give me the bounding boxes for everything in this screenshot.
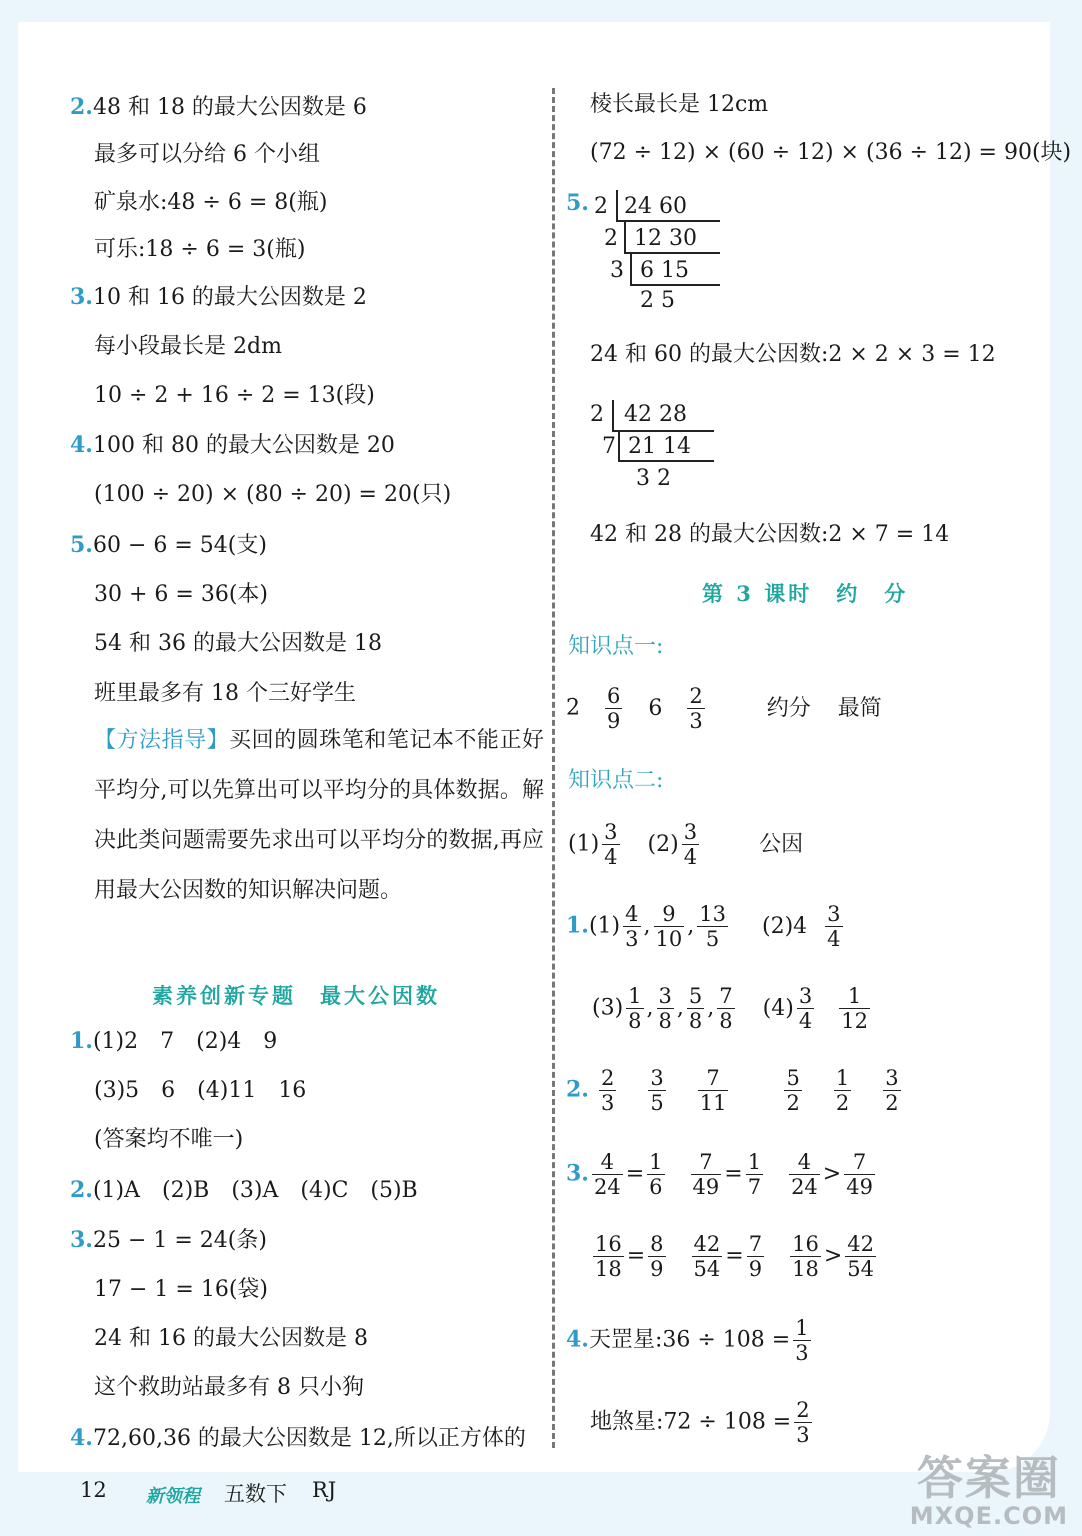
- divisor: 2: [590, 402, 604, 427]
- fraction: $\frac{1}{12}$: [841, 984, 868, 1033]
- item-number: 4.: [566, 1326, 589, 1353]
- left-s6: 17 − 1 = 16(袋): [94, 1277, 268, 1302]
- line-text: (1)2 7 (2)4 9: [92, 1029, 278, 1054]
- right-line-2: (72 ÷ 12) × (60 ÷ 12) × (36 ÷ 12) = 90(块): [590, 140, 1072, 165]
- item-number: 4.: [70, 1425, 93, 1451]
- fraction: $\frac{6}{9}$: [607, 684, 621, 733]
- left-s5: [70, 1225, 267, 1256]
- left-line-9: (100 ÷ 20) × (80 ÷ 20) = 20(只): [94, 482, 452, 507]
- quotient: 12 30: [634, 226, 697, 251]
- item-number: 5.: [70, 532, 93, 558]
- answer-text: 天罡星:36 ÷ 108 =: [588, 1327, 791, 1353]
- divisor: 3: [610, 258, 624, 283]
- left-line-7: 10 ÷ 2 + 16 ÷ 2 = 13(段): [94, 383, 375, 408]
- answer-text: 6: [648, 695, 663, 721]
- line-text: 48 和 18 的最大公因数是 6: [92, 95, 367, 120]
- left-line-5: [70, 282, 367, 313]
- left-s3: (答案均不唯一): [94, 1127, 244, 1152]
- fraction: $\frac{1}{6}$: [649, 1150, 663, 1199]
- divisor: 2: [604, 226, 618, 251]
- knowledge-point-1: 知识点一:: [568, 634, 664, 659]
- left-s1: [70, 1026, 277, 1057]
- left-line-8: [70, 430, 395, 461]
- left-s8: 这个救助站最多有 8 只小狗: [94, 1375, 364, 1400]
- final-quotient: 3 2: [636, 466, 671, 491]
- lesson-title: 第 3 课时 约 分: [702, 581, 909, 606]
- answer-3-row2: [590, 1232, 879, 1281]
- fraction: $\frac{1}{7}$: [747, 1150, 762, 1199]
- item-number: 1.: [70, 1028, 93, 1054]
- book-subject: 五数下: [224, 1482, 287, 1506]
- fraction: $\frac{2}{3}$: [600, 1066, 615, 1115]
- method-label: 【方法指导】: [94, 728, 230, 753]
- fraction: $\frac{4}{3}$: [625, 902, 639, 951]
- answer-text: (2)4: [761, 913, 808, 939]
- fraction: $\frac{5}{2}$: [786, 1066, 800, 1115]
- fraction: $\frac{7}{9}$: [748, 1232, 763, 1281]
- answer-text: (1): [588, 913, 621, 939]
- book-edition: RJ: [312, 1478, 337, 1502]
- item-number: 2.: [70, 94, 93, 120]
- left-s4: [70, 1175, 418, 1206]
- watermark-logo: 答案圈: [916, 1451, 1061, 1505]
- fraction: $\frac{4}{24}$: [593, 1150, 621, 1199]
- fraction: $\frac{2}{3}$: [689, 684, 703, 733]
- section-title: 素养创新专题 最大公因数: [152, 983, 440, 1008]
- left-s7: 24 和 16 的最大公因数是 8: [94, 1326, 368, 1351]
- method-guide: [94, 716, 544, 916]
- item-number: 3.: [70, 284, 93, 310]
- item-number: 3.: [70, 1227, 93, 1253]
- watermark: [909, 1451, 1068, 1530]
- left-line-3: 矿泉水:48 ÷ 6 = 8(瓶): [94, 190, 328, 215]
- knowledge-point-2: 知识点二:: [568, 768, 664, 793]
- fraction: $\frac{16}{18}$: [792, 1232, 819, 1281]
- operator: =: [724, 1161, 743, 1187]
- fraction: $\frac{2}{3}$: [796, 1398, 810, 1447]
- right-line-1: 棱长最长是 12cm: [590, 92, 769, 117]
- left-line-12: 54 和 36 的最大公因数是 18: [94, 631, 382, 656]
- kp2-answer: [568, 820, 803, 869]
- left-s2: (3)5 6 (4)11 16: [94, 1078, 307, 1103]
- left-line-1: [70, 92, 367, 123]
- fraction: $\frac{3}{8}$: [658, 984, 672, 1033]
- fraction: $\frac{13}{5}$: [699, 902, 726, 951]
- divisor: 2: [594, 194, 608, 219]
- left-s9: [70, 1423, 526, 1454]
- fraction: $\frac{7}{49}$: [692, 1150, 720, 1199]
- line-text: 25 − 1 = 24(条): [92, 1228, 267, 1253]
- page-number: 12: [80, 1478, 107, 1502]
- left-line-2: 最多可以分给 6 个小组: [94, 142, 320, 167]
- answer-text: (1): [568, 831, 600, 857]
- column-divider: [552, 88, 555, 1448]
- answer-text: 最简: [837, 695, 882, 721]
- kp1-answer: [566, 684, 882, 733]
- fraction: $\frac{4}{24}$: [791, 1150, 818, 1199]
- method-text: 买回的圆珠笔和笔记本不能正好平均分,可以先算出可以平均分的具体数据。解决此类问题需要先求出可以平均分的数据,再应用最大公因数的知识解决问题。: [94, 728, 544, 903]
- fraction: $\frac{1}{8}$: [628, 984, 642, 1033]
- line-text: 72,60,36 的最大公因数是 12,所以正方体的: [92, 1426, 526, 1451]
- answer-1: 1.(1) $\frac{4}{3}$ , $\frac{9}{10}$ , $\frac{13}{5}$ (2)4 $\frac{3}{4}$: [566, 902, 841, 951]
- line-text: (1)A (2)B (3)A (4)C (5)B: [92, 1178, 418, 1203]
- answer-3-row1: [566, 1150, 878, 1199]
- quotient: 6 15: [640, 258, 689, 283]
- item-number: 1.: [566, 912, 589, 939]
- left-line-4: 可乐:18 ÷ 6 = 3(瓶): [94, 237, 306, 262]
- answer-text: 地煞星:72 ÷ 108 =: [590, 1409, 792, 1435]
- item-number: 3.: [566, 1160, 589, 1187]
- fraction: $\frac{3}{5}$: [650, 1066, 664, 1115]
- fraction: $\frac{3}{2}$: [885, 1066, 899, 1115]
- answer-text: 约分: [766, 695, 811, 721]
- answer-4-row2: [590, 1398, 815, 1447]
- fraction: $\frac{7}{8}$: [719, 984, 733, 1033]
- answer-2: [566, 1066, 904, 1115]
- item-number: 4.: [70, 432, 93, 458]
- fraction: $\frac{5}{8}$: [688, 984, 703, 1033]
- watermark-url: MXQE.COM: [909, 1502, 1068, 1530]
- fraction: $\frac{16}{18}$: [595, 1232, 622, 1281]
- answer-text: (4): [762, 995, 794, 1021]
- right-line-3: 24 和 60 的最大公因数:2 × 2 × 3 = 12: [590, 342, 996, 367]
- answer-1b: (3) $\frac{1}{8}$ , $\frac{3}{8}$ , $\frac{5}{8}$ , $\frac{7}{8}$ (4) $\frac{3}{4}$ $\frac{1}{12}$: [592, 984, 868, 1033]
- answer-4-row1: [566, 1316, 814, 1365]
- left-line-11: 30 + 6 = 36(本): [94, 582, 268, 607]
- brand-logo: 新领程: [146, 1486, 200, 1507]
- fraction: $\frac{7}{11}$: [699, 1066, 727, 1115]
- fraction: $\frac{8}{9}$: [650, 1232, 664, 1281]
- left-line-13: 班里最多有 18 个三好学生: [94, 681, 356, 706]
- fraction: $\frac{3}{4}$: [604, 820, 618, 869]
- fraction: $\frac{42}{54}$: [847, 1232, 874, 1281]
- line-text: 60 − 6 = 54(支): [92, 533, 267, 558]
- fraction: $\frac{3}{4}$: [683, 820, 698, 869]
- item-number: 5.: [566, 190, 589, 216]
- operator: >: [822, 1161, 842, 1187]
- operator: =: [725, 1243, 744, 1269]
- operator: =: [625, 1161, 645, 1187]
- item-number: 2.: [70, 1177, 93, 1203]
- fraction: $\frac{1}{2}$: [835, 1066, 850, 1115]
- fraction: $\frac{9}{10}$: [655, 902, 683, 951]
- quotient: 21 14: [628, 434, 691, 459]
- dividend: 42 28: [624, 402, 687, 427]
- answer-text: 公因: [759, 831, 804, 857]
- fraction: $\frac{3}{4}$: [827, 902, 841, 951]
- left-line-6: 每小段最长是 2dm: [94, 334, 282, 359]
- operator: =: [626, 1243, 646, 1269]
- answer-text: (2): [647, 831, 679, 857]
- operator: >: [823, 1243, 843, 1269]
- line-text: 100 和 80 的最大公因数是 20: [92, 433, 395, 458]
- answer-text: (3): [592, 995, 624, 1021]
- divisor: 7: [602, 434, 616, 459]
- left-line-10: [70, 530, 267, 561]
- right-line-4: 42 和 28 的最大公因数:2 × 7 = 14: [590, 522, 950, 547]
- fraction: $\frac{3}{4}$: [798, 984, 813, 1033]
- item-number: 2.: [566, 1076, 589, 1103]
- line-text: 10 和 16 的最大公因数是 2: [92, 285, 367, 310]
- answer-text: 2: [566, 695, 580, 721]
- dividend: 24 60: [624, 194, 687, 219]
- fraction: $\frac{42}{54}$: [693, 1232, 721, 1281]
- fraction: $\frac{7}{49}$: [846, 1150, 873, 1199]
- final-quotient: 2 5: [640, 288, 675, 313]
- fraction: $\frac{1}{3}$: [795, 1316, 809, 1365]
